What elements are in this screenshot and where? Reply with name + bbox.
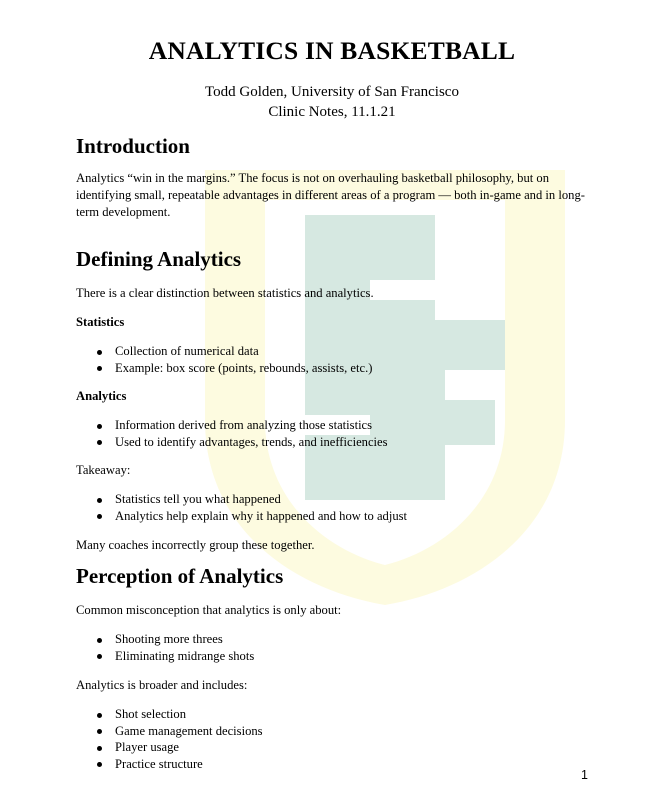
introduction-heading: Introduction [76,134,190,158]
document-title: ANALYTICS IN BASKETBALL [148,36,516,65]
clinic-notes-line: Clinic Notes, 11.1.21 [268,104,396,120]
author-line: Todd Golden, University of San Francisco [205,84,459,100]
statistics-label: Statistics [76,315,125,329]
defining-intro: There is a clear distinction between statistics and analytics. [76,286,374,300]
list-item: Player usage [76,739,263,756]
list-item: Statistics tell you what happened [76,491,407,508]
list-item: Practice structure [76,756,263,773]
takeaway-label: Takeaway: [76,463,131,477]
analytics-label: Analytics [76,389,127,403]
defining-closing: Many coaches incorrectly group these together. [76,538,315,552]
list-item: Shot selection [76,706,263,723]
defining-analytics-heading: Defining Analytics [76,247,242,271]
list-item: Example: box score (points, rebounds, assists, etc.) [76,360,372,377]
statistics-list [76,343,372,376]
misconception-list [76,631,254,664]
list-item: Shooting more threes [76,631,254,648]
list-item: Used to identify advantages, trends, and inefficiencies [76,434,388,451]
list-item: Information derived from analyzing those statistics [76,417,388,434]
misconception-text: Common misconception that analytics is only about: [76,603,342,617]
list-item: Eliminating midrange shots [76,648,254,665]
list-item: Collection of numerical data [76,343,372,360]
page-number: 1 [581,768,588,782]
broader-list [76,706,263,772]
analytics-list [76,417,388,450]
broader-text: Analytics is broader and includes: [76,678,248,692]
takeaway-list [76,491,407,524]
list-item: Analytics help explain why it happened and how to adjust [76,508,407,525]
list-item: Game management decisions [76,723,263,740]
introduction-body: Analytics “win in the margins.” The focus is not on overhauling basketball philosophy, but on identifying small, repeatable advantages in different areas of a program — both in-game and in long-term development. [76,171,585,219]
perception-heading: Perception of Analytics [76,564,284,588]
